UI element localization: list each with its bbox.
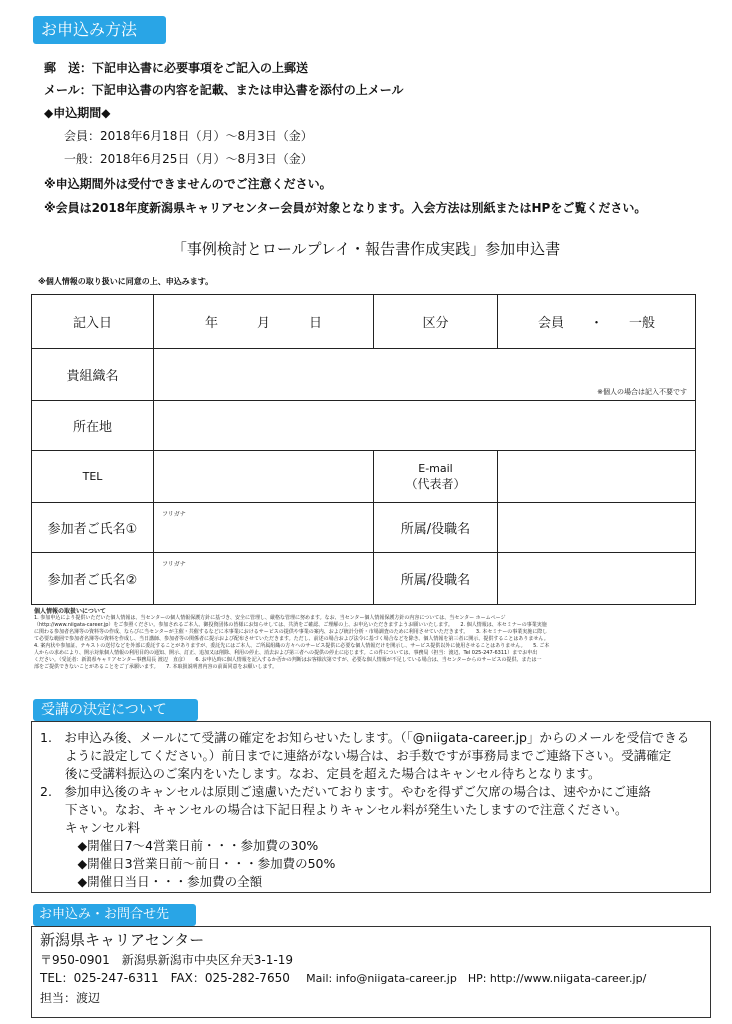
method-line-member-period: 会員：2018年6月18日（月）～8月3日（金） xyxy=(64,129,313,143)
method-line-email: メール：下記申込書の内容を記載、または申込書を添付の上メール xyxy=(44,83,404,97)
participant2-label: 参加者ご氏名② xyxy=(32,553,154,605)
application-form xyxy=(31,294,696,605)
contact-person: 担当：渡辺 xyxy=(40,991,101,1005)
address-label: 所在地 xyxy=(32,401,154,451)
form-title: 「事例検討とロールプレイ・報告書作成実践」参加申込書 xyxy=(171,240,561,258)
date-label: 記入日 xyxy=(32,295,154,349)
contact-mail-hp[interactable]: Mail: info@niigata-career.jp HP: http://www.niigata-career.jp/ xyxy=(306,972,647,985)
email-sub-label: （代表者） xyxy=(405,476,466,491)
cancel-fee-item: ◆開催日当日・・・参加費の全額 xyxy=(40,874,263,889)
email-label: E-mail xyxy=(418,461,453,475)
category-field[interactable]: 会員 ・ 一般 xyxy=(498,295,696,349)
consent-note: ※個人情報の取り扱いに同意の上、申込みます。 xyxy=(38,277,214,286)
org-label: 貴組織名 xyxy=(32,349,154,401)
contact-address: 〒950-0901 新潟県新潟市中央区弁天3-1-19 xyxy=(40,953,293,967)
furigana-label-1: フリガナ xyxy=(162,511,186,518)
privacy-line: に関わる参加者名簿等の資料等の作成、ならびに当センターが主催・共催するなどに本事業におけるサービスの提供や事業の案内、および統計分析・市場調査のために利用させていただきます。 3. 本セミナーの事業実施に際し xyxy=(34,629,548,635)
decision-line: 2. 参加申込後のキャンセルは原則ご遠慮いただいております。やむを得ずご欠席の場合は、速やかにご連絡 xyxy=(40,784,651,799)
cancel-fee-item: ◆開催日3営業日前～前日・・・参加費の50% xyxy=(40,856,336,871)
email-field[interactable] xyxy=(498,451,696,503)
contact-org: 新潟県キャリアセンター xyxy=(40,931,205,949)
privacy-line: て必要な範囲で参加者名簿等の資料を作成し、当日講師、参加者等の関係者に提示および配布させていただきます。ただし、前述の場合および法令に基づく場合などを除き、個人情報を第三者に開示、提供することはありません。 xyxy=(34,636,549,642)
privacy-notice xyxy=(34,608,698,671)
privacy-line: （http://www.niigata-career.jp）をご参照ください。参加されるご本人、御投資団体の皆様にお知らせしては、共済をご確認、ご理解の上、お申込いただきますようお願いいたします。 2. 個人情報は、本セミナーの事業実施 xyxy=(34,622,547,628)
email-label-cell xyxy=(374,451,498,503)
furigana-label-2: フリガナ xyxy=(162,561,186,568)
decision-box xyxy=(31,721,711,893)
privacy-line: 部をご提供できないことがあることをご了承願います。 7. 本取扱説明書内容の前面同意をお願いします。 xyxy=(34,664,278,670)
participant2-field[interactable] xyxy=(154,553,374,605)
privacy-line: 4. 案内状や参加証、テキストの送付などを外部に委託することがありますが、委託先にはご本人、ご所属組織の方々へのサービス提供に必要な個人情報だけを開示し、サービス提供以外に使用させることはありません。 5. ご本 xyxy=(34,643,550,649)
decision-line: 1. お申込み後、メールにて受講の確定をお知らせいたします。（「@niigata-career.jp」からのメールを受信できる xyxy=(40,730,690,745)
method-line-note-membership: ※会員は2018年度新潟県キャリアセンター会員が対象となります。入会方法は別紙またはHPをご覧ください。 xyxy=(44,201,647,215)
decision-line: 下さい。なお、キャンセルの場合は下記日程よりキャンセル料が発生いたしますので注意ください。 xyxy=(40,802,628,817)
category-label: 区分 xyxy=(374,295,498,349)
contact-phone-fax xyxy=(40,969,646,988)
org-field[interactable] xyxy=(154,349,696,401)
participant1-label: 参加者ご氏名① xyxy=(32,503,154,553)
section-heading-contact: お申込み・お問合せ先 xyxy=(33,904,196,926)
date-field[interactable]: 年 月 日 xyxy=(154,295,374,349)
section-heading-decision: 受講の決定について xyxy=(33,699,198,721)
affiliation-field-1[interactable] xyxy=(498,503,696,553)
method-line-mail-post: 郵 送：下記申込書に必要事項をご記入の上郵送 xyxy=(44,61,309,75)
affiliation-field-2[interactable] xyxy=(498,553,696,605)
privacy-line: ください。（受託者：新潟県キャリアセンター事務局長 渡辺 直彦） 6. お申込時に個人情報を記入するか否かの判断はお客様次第ですが、必要な個人情報が不足している場合は、当センターからのサービスの提供、または一 xyxy=(34,657,542,663)
method-line-note-outside-period: ※申込期間外は受付できませんのでご注意ください。 xyxy=(44,177,332,191)
tel-field[interactable] xyxy=(154,451,374,503)
cancel-fee-title: キャンセル料 xyxy=(40,820,141,835)
contact-box xyxy=(31,926,711,1018)
participant1-field[interactable] xyxy=(154,503,374,553)
privacy-line: 1. 参加申込により提供いただいた個人情報は、当センターの個人情報保護方針に基づき、安全に管理し、厳格な管理に努めます。なお、当センター個人情報保護方針の内容については、当センター ホームページ xyxy=(34,615,506,621)
tel-label: TEL xyxy=(32,451,154,503)
privacy-title: 個人情報の取扱いについて xyxy=(34,608,106,615)
affiliation-label-1: 所属/役職名 xyxy=(374,503,498,553)
section-heading-method: お申込み方法 xyxy=(33,16,166,44)
method-line-period-title: ◆申込期間◆ xyxy=(44,106,111,120)
method-line-general-period: 一般：2018年6月25日（月）～8月3日（金） xyxy=(64,152,313,166)
decision-line: 後に受講料振込のご案内をいたします。なお、定員を超えた場合はキャンセル待ちとなります。 xyxy=(40,766,601,781)
org-note: ※個人の場合は記入不要です xyxy=(597,388,687,396)
privacy-line: 人からの求めにより、開示対象個人情報の利用目的の通知、開示、訂正、追加又は削除、利用の停止、消去および第三者への提供の停止に応じます。この件については、事務局（担当：渡辺、Tel 025-247-6311）までお申出 xyxy=(34,650,538,656)
address-field[interactable] xyxy=(154,401,696,451)
contact-tel-fax: TEL：025-247-6311 FAX：025-282-7650 xyxy=(40,971,290,985)
cancel-fee-item: ◆開催日7～4営業日前・・・参加費の30% xyxy=(40,838,319,853)
decision-line: ように設定してください。）前日までに連絡がない場合は、お手数ですが事務局までご連絡下さい。受講確定 xyxy=(40,748,672,763)
affiliation-label-2: 所属/役職名 xyxy=(374,553,498,605)
